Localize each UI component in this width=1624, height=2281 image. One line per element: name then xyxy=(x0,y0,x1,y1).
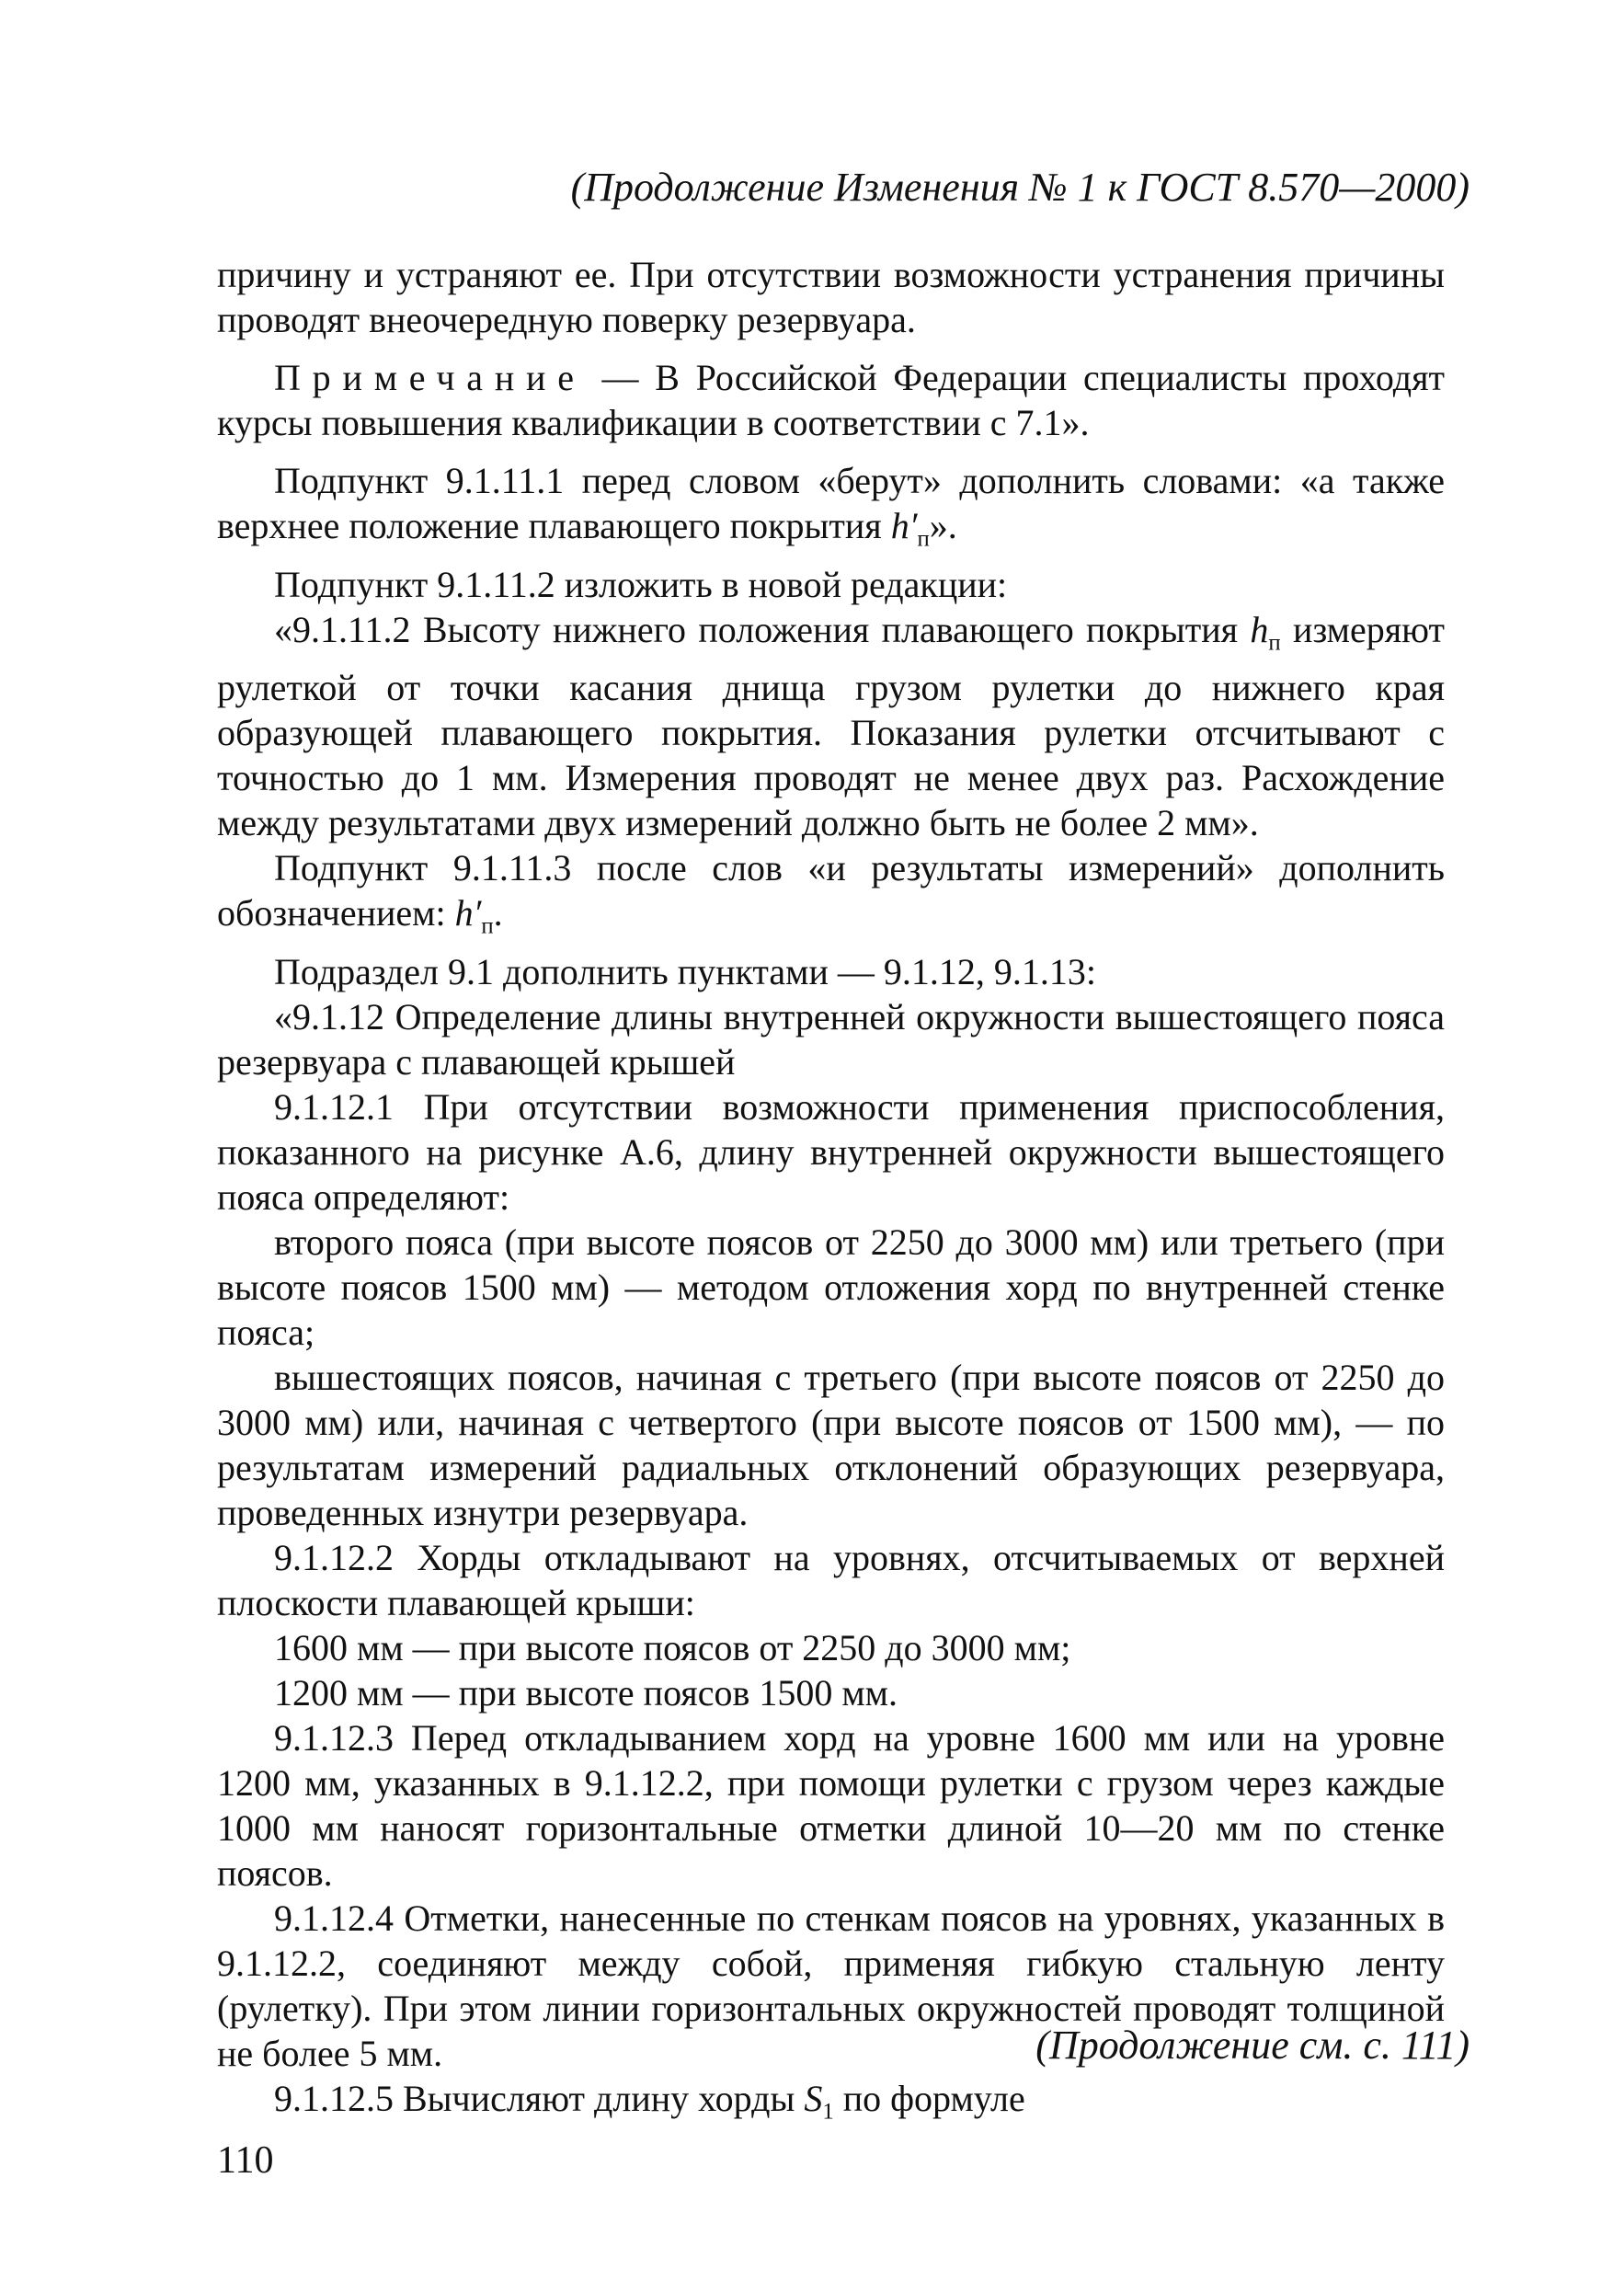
symbol-h-prime: h′ xyxy=(454,892,482,934)
paragraph-text-end: измеряют рулеткой от точки касания днища грузом рулетки до нижнего края образующей плавающего покрытия. Показания рулетки отсчитывают с точностью до 1 мм. Измерения проводят не менее двух раз. Расхождение между результатами двух измерений должно быть не более 2 мм». xyxy=(217,608,1445,844)
paragraph: 9.1.12.3 Перед откладыванием хорд на уровне 1600 мм или на уровне 1200 мм, указанных в 9.1.12.2, при помощи рулетки с грузом через каждые 1000 мм наносят горизонтальные отметки длиной 10—20 мм по стенке поясов. xyxy=(217,1717,1445,1895)
paragraph xyxy=(217,845,1445,949)
paragraph: 1600 мм — при высоте поясов от 2250 до 3000 мм; xyxy=(274,1627,1071,1669)
note-text: — В Российской Федерации специалисты проходят курсы повышения квалификации в соответствии с 7.1». xyxy=(217,357,1445,443)
paragraph: Подраздел 9.1 дополнить пунктами — 9.1.12, 9.1.13: xyxy=(274,951,1096,993)
note-paragraph xyxy=(217,355,1445,445)
paragraph xyxy=(217,2076,1445,2135)
symbol-s: S xyxy=(804,2078,823,2120)
paragraph-text-end: ». xyxy=(929,505,957,546)
paragraph: 9.1.12.2 Хорды откладывают на уровнях, отсчитываемых от верхней плоскости плавающей крыши: xyxy=(217,1537,1445,1624)
note-label: Примечание xyxy=(274,357,586,398)
paragraph: второго пояса (при высоте поясов от 2250 до 3000 мм) или третьего (при высоте поясов 1500 мм) — методом отложения хорд по внутренней стенке пояса; xyxy=(217,1221,1445,1354)
paragraph: 9.1.12.1 При отсутствии возможности применения приспособления, показанного на рисунке А.6, длину внутренней окружности вышестоящего пояса определяют: xyxy=(217,1086,1445,1219)
symbol-subscript: 1 xyxy=(822,2099,834,2125)
symbol-subscript: п xyxy=(481,914,494,940)
paragraph-text-end: . xyxy=(493,892,503,934)
paragraph-text: 9.1.12.5 Вычисляют длину хорды xyxy=(274,2078,805,2120)
paragraph: Подпункт 9.1.11.2 изложить в новой редакции: xyxy=(274,563,1008,605)
symbol-subscript: п xyxy=(917,526,930,552)
paragraph xyxy=(217,607,1445,846)
paragraph xyxy=(217,458,1445,562)
running-header: (Продолжение Изменения № 1 к ГОСТ 8.570—2000) xyxy=(570,165,1470,210)
paragraph: причину и устраняют ее. При отсутствии возможности устранения причины проводят внеочередную поверку резервуара. xyxy=(217,254,1445,340)
symbol-subscript: п xyxy=(1268,630,1281,656)
paragraph-text: «9.1.11.2 Высоту нижнего положения плавающего покрытия xyxy=(274,608,1251,650)
page-number: 110 xyxy=(217,2139,274,2182)
body-text xyxy=(217,252,1445,2135)
paragraph-text-end: по формуле xyxy=(833,2078,1025,2120)
symbol-h-prime: h′ xyxy=(890,505,918,546)
paragraph: 1200 мм — при высоте поясов 1500 мм. xyxy=(274,1672,898,1714)
paragraph: вышестоящих поясов, начиная с третьего (при высоте поясов от 2250 до 3000 мм) или, начиная с четвертого (при высоте поясов от 1500 мм), — по результатам измерений радиальных отклонений образующих резервуара, проведенных изнутри резервуара. xyxy=(217,1357,1445,1534)
symbol-h: h xyxy=(1250,608,1269,650)
paragraph: 9.1.12.4 Отметки, нанесенные по стенкам поясов на уровнях, указанных в 9.1.12.2, соединяют между собой, применяя гибкую стальную ленту (рулетку). При этом линии горизонтальных окружностей проводят толщиной не более 5 мм. xyxy=(217,1897,1445,2075)
paragraph-text: Подпункт 9.1.11.1 перед словом «берут» дополнить словами: «а также верхнее положение плавающего покрытия xyxy=(217,460,1445,546)
paragraph-text: Подпункт 9.1.11.3 после слов «и результаты измерений» дополнить обозначением: xyxy=(217,847,1445,934)
paragraph: «9.1.12 Определение длины внутренней окружности вышестоящего пояса резервуара с плавающей крышей xyxy=(217,996,1445,1083)
continuation-note: (Продолжение см. с. 111) xyxy=(1035,2023,1470,2068)
